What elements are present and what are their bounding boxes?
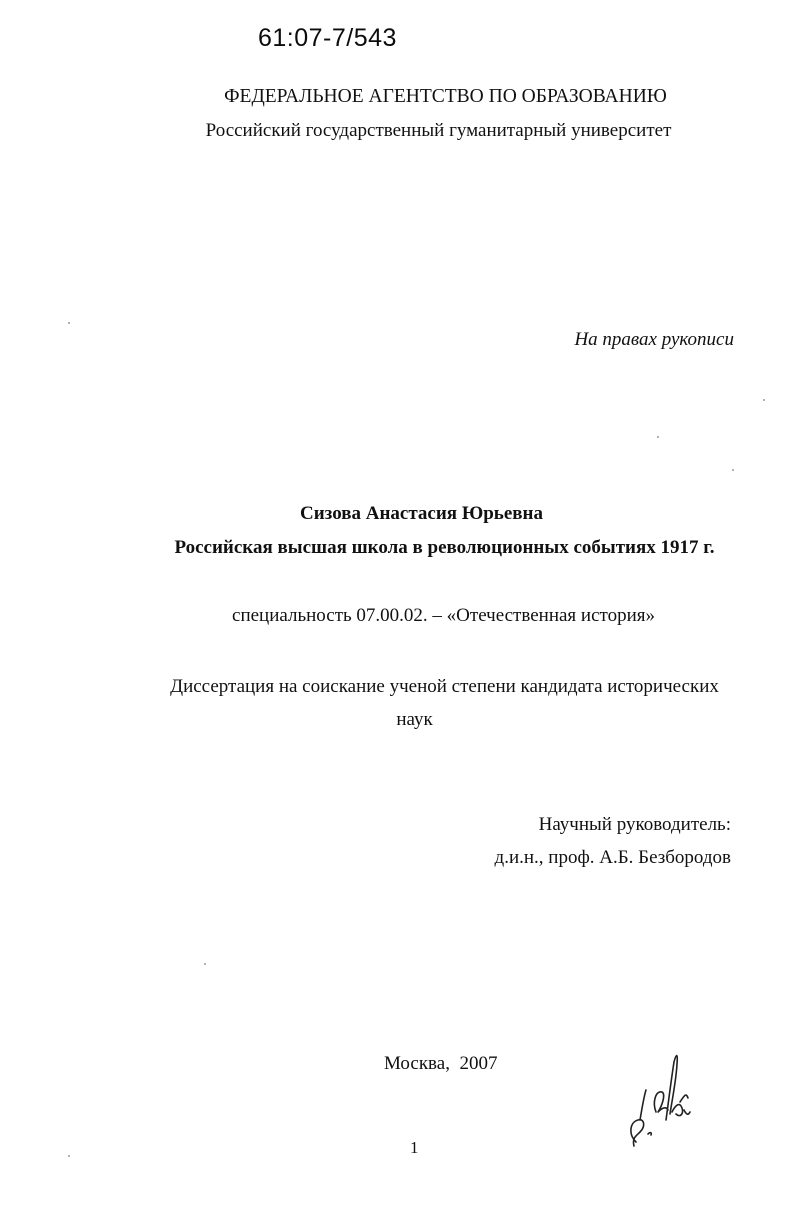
page-number: 1: [410, 1138, 419, 1157]
scan-speck: [204, 963, 206, 965]
scan-speck: [763, 399, 765, 401]
city-year: Москва, 2007: [384, 1053, 498, 1074]
scan-speck: [732, 469, 734, 471]
dissertation-title: Российская высшая школа в революционных событиях 1917 г.: [174, 537, 715, 558]
dissertation-degree-line2: наук: [396, 709, 433, 730]
author-name: Сизова Анастасия Юрьевна: [300, 503, 543, 524]
supervisor-label: Научный руководитель:: [538, 814, 731, 835]
dissertation-degree-line1: Диссертация на соискание ученой степени кандидата исторических: [170, 676, 719, 697]
agency-name: ФЕДЕРАЛЬНОЕ АГЕНТСТВО ПО ОБРАЗОВАНИЮ: [224, 86, 667, 107]
university-name: Российский государственный гуманитарный университет: [205, 120, 672, 141]
scan-speck: [657, 436, 659, 438]
supervisor-name: д.и.н., проф. А.Б. Безбородов: [494, 847, 731, 868]
scan-speck: [68, 322, 70, 324]
manuscript-note: На правах рукописи: [574, 329, 734, 350]
specialty-line: специальность 07.00.02. – «Отечественная история»: [232, 605, 655, 626]
scan-speck: [68, 1155, 70, 1157]
signature-icon: [622, 1042, 702, 1152]
archive-code: 61:07-7/543: [258, 24, 397, 52]
